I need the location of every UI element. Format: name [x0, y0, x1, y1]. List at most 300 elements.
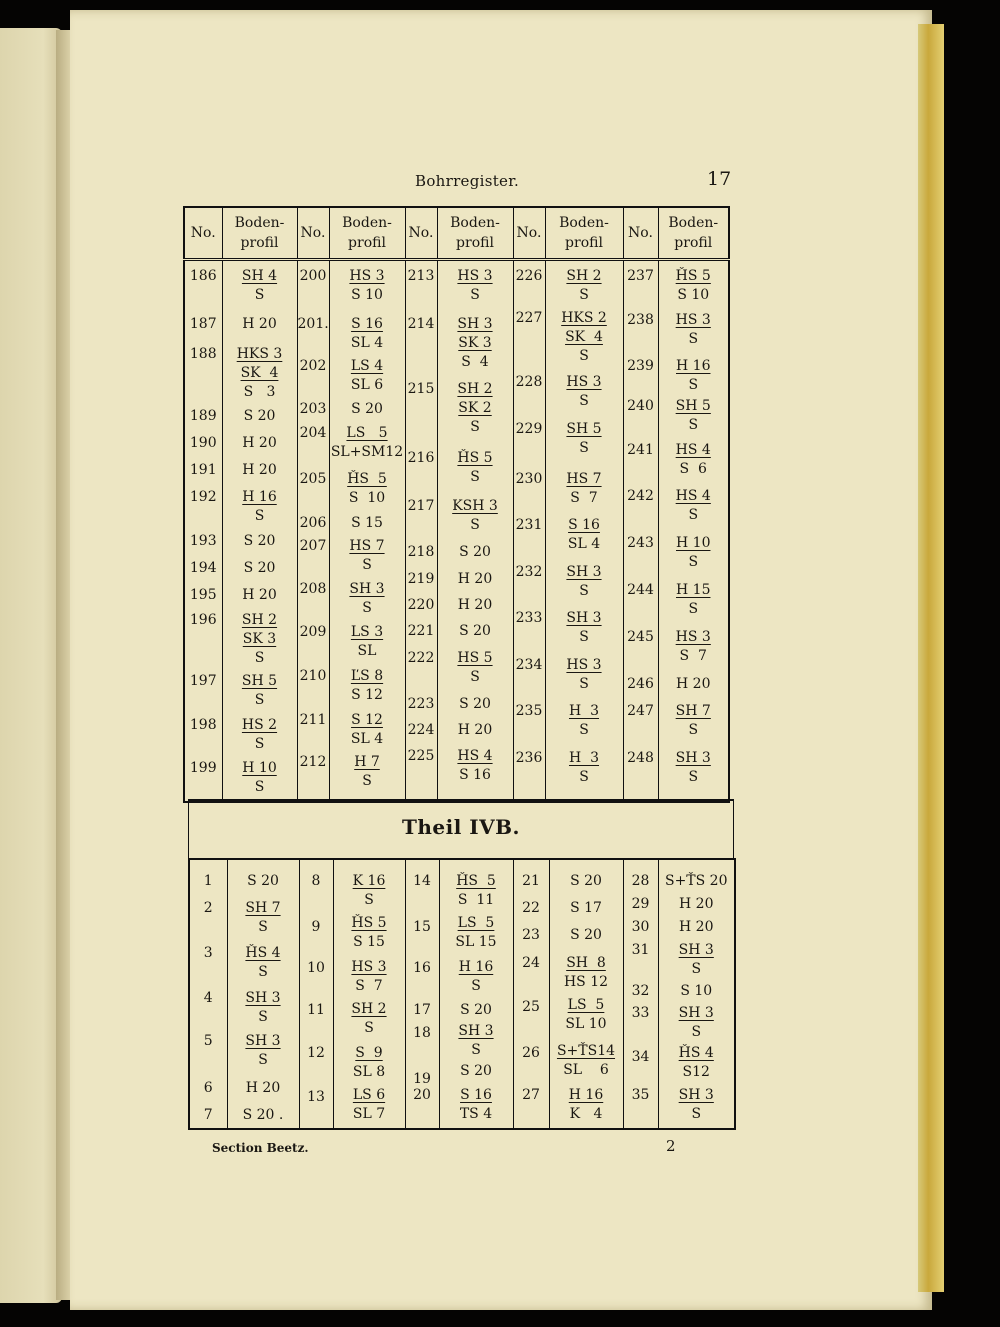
- boring-number: 35: [631, 1087, 650, 1103]
- profile-line: ȞS 4: [678, 1045, 714, 1061]
- soil-profile: [659, 487, 729, 525]
- profile-line: S: [688, 601, 699, 617]
- no-column: [190, 858, 227, 1128]
- boring-number: 34: [631, 1049, 650, 1065]
- profile-line: S 12: [351, 712, 383, 728]
- soil-profile: [223, 559, 297, 578]
- boring-number: 196: [189, 612, 217, 628]
- profile-line: S: [688, 554, 699, 570]
- boring-number: 231: [515, 517, 543, 533]
- profile-line: SH 3: [678, 1005, 714, 1021]
- soil-profile: [659, 581, 729, 619]
- profile-line: SH 3: [349, 581, 385, 597]
- profile-line: S 20: [247, 873, 279, 889]
- profile-line: HS 3: [566, 657, 602, 673]
- profile-line: SK 3: [242, 631, 277, 647]
- profile-line: H 20: [242, 462, 277, 478]
- soil-profile: [659, 918, 735, 937]
- soil-profile: [438, 267, 513, 305]
- profile-line: S: [688, 722, 699, 738]
- soil-profile: [659, 749, 729, 787]
- soil-profile: [440, 872, 513, 910]
- section-title: Theil IVB.: [401, 815, 521, 839]
- no-column: [300, 858, 333, 1128]
- boring-number: 187: [189, 316, 217, 332]
- header-no: No.: [405, 207, 437, 260]
- header-bodenprofil: Boden- profil: [329, 207, 405, 260]
- profile-line: S 16: [568, 517, 600, 533]
- profile-line: S: [579, 348, 589, 364]
- profile-line: S 20 .: [242, 1107, 284, 1123]
- profile-line: SL 4: [567, 536, 601, 552]
- boring-number: 29: [631, 896, 650, 912]
- header-no: No.: [297, 207, 329, 260]
- profile-line: S 7: [679, 648, 707, 664]
- page-edges: [918, 24, 944, 1292]
- profile-line: SL 10: [565, 1016, 607, 1032]
- boring-number: 33: [631, 1005, 650, 1021]
- profile-line: S 15: [351, 515, 383, 531]
- profile-line: ȞS 5: [347, 471, 387, 487]
- soil-profile: [550, 926, 623, 945]
- soil-profile: [550, 872, 623, 891]
- boring-number: 28: [631, 873, 650, 889]
- profile-line: H 3: [568, 703, 600, 719]
- profile-line: H 16: [242, 489, 277, 505]
- profile-line: S 16: [459, 767, 491, 783]
- profile-line: SL 4: [350, 335, 384, 351]
- profile-line: S: [688, 507, 699, 523]
- soil-profile: [659, 872, 735, 891]
- profile-line: HS 3: [351, 959, 387, 975]
- boring-number: 219: [407, 571, 435, 587]
- boring-number: 220: [407, 597, 435, 613]
- soil-profile: [550, 899, 623, 918]
- soil-profile: [223, 407, 297, 426]
- soil-profile: [330, 315, 405, 353]
- profile-line: S: [688, 377, 699, 393]
- soil-profile: [228, 989, 299, 1027]
- profile-line: S: [470, 419, 480, 435]
- boring-number: 7: [203, 1107, 213, 1123]
- soil-profile: [659, 441, 729, 479]
- profile-line: SL 15: [455, 934, 497, 950]
- soil-profile: [546, 749, 623, 787]
- profile-line: S: [471, 978, 481, 994]
- boring-number: 18: [413, 1025, 431, 1041]
- soil-profile: [330, 711, 405, 749]
- left-page: [0, 28, 62, 1303]
- boring-number: 30: [631, 919, 650, 935]
- soil-profile: [334, 872, 405, 910]
- profile-line: H 20: [457, 722, 493, 738]
- soil-profile: [438, 449, 513, 487]
- boring-number: 216: [407, 450, 435, 466]
- boring-number: 244: [627, 582, 654, 598]
- soil-profile: [659, 895, 735, 914]
- boring-number: 227: [515, 310, 543, 326]
- soil-profile: [223, 586, 297, 605]
- boring-number: 192: [189, 489, 217, 505]
- soil-profile: [330, 267, 405, 305]
- boring-number: 200: [299, 268, 327, 284]
- soil-profile: [438, 596, 513, 615]
- profile-line: S 20: [459, 696, 491, 712]
- profile-line: S: [254, 650, 265, 666]
- section-divider: [188, 799, 734, 860]
- profile-line: HS 12: [563, 974, 609, 990]
- profile-line: HS 3: [675, 312, 711, 328]
- profile-line: H 10: [242, 760, 277, 776]
- profile-line: SH 3: [566, 564, 602, 580]
- soil-profile: [438, 380, 513, 437]
- profile-line: S: [258, 919, 268, 935]
- profil-column: [330, 261, 405, 801]
- boring-number: 242: [627, 488, 654, 504]
- profile-line: S 20: [351, 401, 383, 417]
- soil-profile: [659, 311, 729, 349]
- profile-line: S: [362, 773, 372, 789]
- soil-profile: [438, 695, 513, 714]
- boring-number: 12: [307, 1045, 325, 1061]
- profile-line: HS 7: [566, 471, 602, 487]
- soil-profile: [223, 488, 297, 526]
- no-column: [514, 261, 545, 801]
- boring-number: 233: [515, 610, 543, 626]
- boring-number: 10: [307, 960, 325, 976]
- boring-number: 247: [627, 703, 654, 719]
- boring-number: 203: [299, 401, 327, 417]
- profile-line: S: [579, 393, 589, 409]
- profile-line: ĽS 8: [350, 668, 384, 684]
- profile-line: SL 4: [350, 731, 384, 747]
- profile-line: HS 3: [675, 629, 711, 645]
- boring-number: 6: [203, 1080, 213, 1096]
- boring-number: 24: [522, 955, 540, 971]
- boring-number: 2: [203, 900, 213, 916]
- profile-line: SH 2: [351, 1001, 387, 1017]
- soil-profile: [440, 1001, 513, 1020]
- profile-line: S: [470, 469, 480, 485]
- boring-number: 20: [413, 1087, 431, 1103]
- profile-line: S 10: [680, 983, 713, 999]
- profile-line: S 16: [351, 316, 383, 332]
- soil-profile: [546, 656, 623, 694]
- profile-line: K 16: [352, 873, 386, 889]
- soil-profile: [659, 982, 735, 1001]
- boring-number: 210: [299, 668, 327, 684]
- profile-line: S 17: [570, 900, 602, 916]
- soil-profile: [659, 702, 729, 740]
- soil-profile: [440, 958, 513, 996]
- profil-column: [228, 858, 299, 1128]
- boring-number: 206: [299, 515, 327, 531]
- profile-line: H 20: [242, 435, 277, 451]
- boring-number: 22: [522, 900, 540, 916]
- profile-line: S: [691, 1024, 702, 1040]
- soil-profile: [438, 649, 513, 687]
- boring-number: 208: [299, 581, 327, 597]
- profile-line: S: [579, 287, 589, 303]
- header-row: [184, 207, 729, 260]
- soil-profile: [550, 1042, 623, 1080]
- no-column: [624, 261, 658, 801]
- soil-profile: [223, 672, 297, 710]
- boring-number: 19: [413, 1071, 431, 1087]
- profile-line: S 9: [355, 1045, 383, 1061]
- boring-number: 204: [299, 425, 327, 441]
- profile-line: S 7: [570, 490, 598, 506]
- no-column: [624, 858, 658, 1128]
- profile-line: HS 4: [675, 488, 711, 504]
- boring-number: 11: [307, 1002, 325, 1018]
- no-column: [298, 261, 329, 801]
- profile-line: H 20: [679, 919, 714, 935]
- footer-section-name: Section Beetz.: [212, 1141, 309, 1155]
- boring-number: 189: [189, 408, 217, 424]
- boring-number: 225: [407, 748, 435, 764]
- no-column: [406, 858, 439, 1128]
- soil-profile: [334, 1086, 405, 1124]
- boring-number: 198: [189, 717, 217, 733]
- profile-line: S 20: [243, 408, 276, 424]
- profile-line: H 20: [457, 571, 493, 587]
- boring-number: 215: [407, 381, 435, 397]
- soil-profile: [546, 470, 623, 508]
- profile-line: SL 8: [352, 1064, 386, 1080]
- soil-profile: [334, 1044, 405, 1082]
- profile-line: S: [688, 417, 699, 433]
- profile-line: S: [254, 287, 265, 303]
- boring-number: 235: [515, 703, 543, 719]
- boring-number: 229: [515, 421, 543, 437]
- soil-profile: [659, 1004, 735, 1042]
- profile-line: H 3: [568, 750, 600, 766]
- boring-number: 4: [203, 990, 213, 1006]
- soil-profile: [223, 759, 297, 797]
- boring-number: 15: [413, 919, 431, 935]
- boring-number: 213: [407, 268, 435, 284]
- profile-line: S 20: [243, 533, 276, 549]
- soil-profile: [228, 1106, 299, 1125]
- profile-line: SK 4: [240, 365, 279, 381]
- soil-profile: [223, 315, 297, 334]
- boring-number: 13: [307, 1089, 325, 1105]
- soil-profile: [440, 914, 513, 952]
- soil-profile: [330, 537, 405, 575]
- boring-number: 239: [627, 358, 654, 374]
- header-bodenprofil: Boden- profil: [222, 207, 297, 260]
- boring-number: 190: [189, 435, 217, 451]
- soil-profile: [440, 1022, 513, 1060]
- soil-profile: [223, 611, 297, 668]
- boring-number: 195: [189, 587, 217, 603]
- profile-line: H 15: [676, 582, 711, 598]
- profile-line: H 20: [676, 676, 711, 692]
- profile-line: SH 3: [678, 942, 714, 958]
- profile-line: S: [579, 722, 589, 738]
- soil-profile: [223, 267, 297, 305]
- boring-number: 245: [627, 629, 654, 645]
- no-column: [406, 261, 437, 801]
- profile-line: S: [364, 892, 374, 908]
- boring-number: 228: [515, 374, 543, 390]
- profile-line: SL 7: [352, 1106, 386, 1122]
- profile-line: S: [579, 769, 589, 785]
- profile-line: LS 5: [567, 997, 605, 1013]
- profile-line: S 10: [351, 287, 383, 303]
- profile-line: S 20: [243, 560, 276, 576]
- soil-profile: [659, 397, 729, 435]
- boring-number: 240: [627, 398, 654, 414]
- profile-line: S 6: [679, 461, 707, 477]
- soil-profile: [659, 941, 735, 979]
- boring-number: 197: [189, 673, 217, 689]
- profile-line: HS 4: [675, 442, 711, 458]
- boring-number: 214: [407, 316, 435, 332]
- profile-line: LS 6: [352, 1087, 386, 1103]
- boring-number: 5: [203, 1033, 213, 1049]
- profile-line: S 20: [570, 873, 602, 889]
- soil-profile: [546, 563, 623, 601]
- boring-number: 1: [203, 873, 213, 889]
- profile-line: S: [254, 508, 265, 524]
- profile-line: HKS 3: [236, 346, 283, 362]
- profile-line: SH 2: [457, 381, 493, 397]
- profile-line: S12: [682, 1064, 710, 1080]
- profile-line: S 11: [457, 892, 495, 908]
- profile-line: H 16: [676, 358, 711, 374]
- header-no: No.: [184, 207, 222, 260]
- profile-line: S 12: [351, 687, 383, 703]
- profile-line: SH 3: [245, 1033, 281, 1049]
- soil-profile: [546, 373, 623, 411]
- profile-line: SK 3: [458, 335, 492, 351]
- profile-line: S: [364, 1020, 374, 1036]
- boring-number: 31: [631, 942, 650, 958]
- boring-number: 218: [407, 544, 435, 560]
- soil-profile: [550, 954, 623, 992]
- boring-number: 3: [203, 945, 213, 961]
- profile-line: ȞS 5: [456, 873, 496, 889]
- profile-line: S: [258, 964, 268, 980]
- boring-number: 32: [631, 983, 650, 999]
- profile-line: KSH 3: [452, 498, 498, 514]
- profile-line: H 20: [242, 316, 277, 332]
- profile-line: S: [254, 779, 265, 795]
- profile-line: S: [688, 331, 699, 347]
- boring-number: 194: [189, 560, 217, 576]
- soil-profile: [659, 1086, 735, 1124]
- boring-number: 238: [627, 312, 654, 328]
- boring-number: 237: [627, 268, 654, 284]
- boring-number: 241: [627, 442, 654, 458]
- profile-line: SH 5: [675, 398, 711, 414]
- soil-profile: [223, 345, 297, 402]
- boring-number: 25: [522, 999, 540, 1015]
- body-row: [184, 260, 729, 803]
- body-row: [189, 858, 735, 1129]
- profile-line: HS 3: [349, 268, 385, 284]
- profile-line: SH 8: [566, 955, 606, 971]
- profile-line: SH 3: [245, 990, 281, 1006]
- boring-number: 221: [407, 623, 435, 639]
- profile-line: SH 5: [241, 673, 278, 689]
- profile-line: LS 3: [350, 624, 384, 640]
- profil-column: [659, 858, 735, 1128]
- boring-number: 17: [413, 1002, 431, 1018]
- soil-profile: [438, 543, 513, 562]
- header-bodenprofil: Boden- profil: [437, 207, 513, 260]
- soil-profile: [546, 267, 623, 305]
- profile-line: SH 2: [241, 612, 278, 628]
- boring-number: 224: [407, 722, 435, 738]
- profile-line: S: [254, 692, 265, 708]
- boring-number: 246: [627, 676, 654, 692]
- profile-line: S: [362, 600, 372, 616]
- profile-line: S 16: [460, 1087, 492, 1103]
- profile-line: ȞS 5: [351, 915, 387, 931]
- soil-profile: [438, 315, 513, 372]
- boring-number: 27: [522, 1087, 540, 1103]
- boring-number: 236: [515, 750, 543, 766]
- profile-line: H 7: [354, 754, 380, 770]
- soil-profile: [223, 461, 297, 480]
- header-bodenprofil: Boden- profil: [658, 207, 729, 260]
- soil-profile: [659, 1044, 735, 1082]
- profil-column: [546, 261, 623, 801]
- profile-line: S: [691, 1106, 702, 1122]
- profile-line: SH 5: [566, 421, 602, 437]
- theil-ivb-table: [188, 858, 736, 1130]
- profile-line: S: [579, 676, 589, 692]
- profile-line: SH 7: [675, 703, 711, 719]
- profile-line: K 4: [569, 1106, 603, 1122]
- soil-profile: [330, 580, 405, 618]
- profile-line: S 4: [461, 354, 489, 370]
- profile-line: HS 7: [349, 538, 385, 554]
- profile-line: H 20: [245, 1080, 281, 1096]
- profile-line: S: [579, 583, 589, 599]
- boring-number: 222: [407, 650, 435, 666]
- boring-number: 211: [299, 712, 327, 728]
- soil-profile: [330, 400, 405, 419]
- header-bodenprofil: Boden- profil: [545, 207, 623, 260]
- boring-number: 14: [413, 873, 431, 889]
- profile-line: SH 3: [675, 750, 711, 766]
- profile-line: S+ŤS 20: [664, 873, 728, 889]
- boring-number: 8: [311, 873, 321, 889]
- profile-line: HS 3: [566, 374, 602, 390]
- header-no: No.: [513, 207, 545, 260]
- soil-profile: [223, 716, 297, 754]
- profile-line: SH 2: [566, 268, 602, 284]
- profile-line: SH 4: [241, 268, 278, 284]
- profile-line: SH 7: [245, 900, 281, 916]
- profil-column: [550, 858, 623, 1128]
- soil-profile: [223, 532, 297, 551]
- soil-profile: [550, 996, 623, 1034]
- profile-line: S: [258, 1009, 268, 1025]
- profile-line: S: [471, 1042, 481, 1058]
- soil-profile: [659, 534, 729, 572]
- profile-line: S: [691, 961, 702, 977]
- profile-line: SK 4: [565, 329, 603, 345]
- soil-profile: [438, 497, 513, 535]
- boring-number: 16: [413, 960, 431, 976]
- profile-line: S+ŤS14: [556, 1043, 616, 1059]
- soil-profile: [228, 899, 299, 937]
